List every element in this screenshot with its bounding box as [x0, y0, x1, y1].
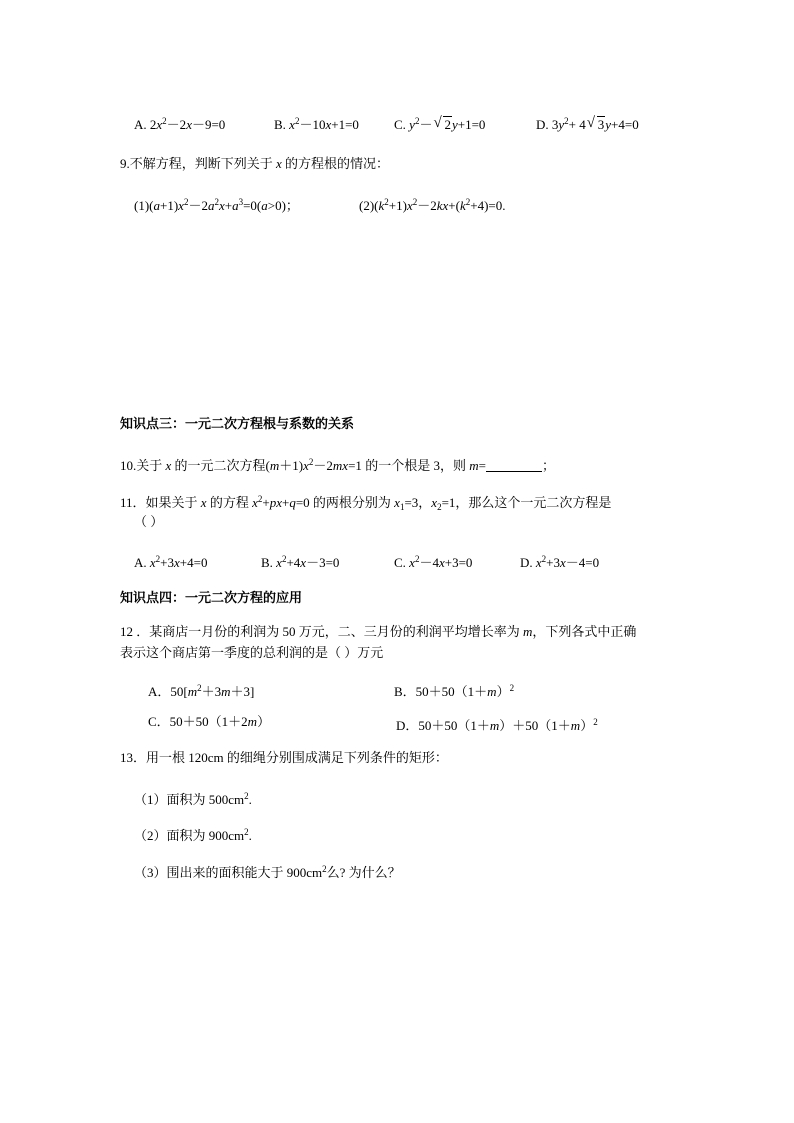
section4-title: 知识点四：一元二次方程的应用: [120, 590, 303, 605]
q11-option-a: A. $x^2+3x+4=0$: [134, 554, 208, 570]
q8-option-c: C. $y^2-√$ 2y+1=0: [394, 111, 485, 135]
q11-option-d: D. $x^2+3x-4=0$: [520, 554, 600, 570]
q9-part-1: $(1)(a+1)x^2-2a^2x+a^3=0(a>0)$；: [134, 197, 299, 213]
q12-line1: 12 ．某商店一月份的利润为 50 万元，二、三月份的利润平均增长率为 m，下列各式中正确: [120, 624, 637, 639]
q8-option-b: B. $x^2-10x+1=0$: [274, 116, 359, 132]
q12-option-a: A．$50[m^2+3m+3]$: [148, 683, 255, 699]
q10: 10.关于 x 的一元二次方程$(m+1)x^2-2mx=1$ 的一个根是 3，则 m= ；: [120, 457, 555, 473]
q9-part-2: $(2)(k^2+1)x^2-2kx+(k^2+4)=0$.: [359, 197, 506, 213]
q12-option-b: B．$50+50(1+m)^2$: [394, 683, 515, 699]
q13-part-2: （2）面积为 $900cm^2$.: [134, 827, 252, 843]
q11-stem: 11．如果关于 x 的方程 $x^2+px+q=0$ 的两根分别为 $x_1=3$，$x_2=1$，那么这个一元二次方程是: [120, 494, 612, 512]
q11-option-b: B. $x^2+4x-3=0$: [261, 554, 340, 570]
q12-option-d: D．$50+50(1+m)+50(1+m)^2$: [396, 717, 598, 733]
q11-paren: （ ）: [134, 514, 164, 529]
q13-part-3: （3）围出来的面积能大于 $900cm^2$么? 为什么？: [134, 864, 401, 880]
q8-option-a: A. $2x^2-2x-9=0$: [134, 116, 226, 132]
q9-stem: 9.不解方程，判断下列关于 x 的方程根的情况：: [120, 156, 390, 171]
q12-line2: 表示这个商店第一季度的总利润的是（ ）万元: [120, 645, 384, 660]
q8-option-d: D. $3y^2+ 4√$ 3y+4=0: [536, 111, 639, 135]
q10-answer-blank[interactable]: [486, 459, 542, 472]
q13-part-1: （1）面积为 $500cm^2$.: [134, 791, 252, 807]
q13-stem: 13．用一根 120cm 的细绳分别围成满足下列条件的矩形：: [120, 750, 448, 765]
q12-option-c: C．50＋50（1＋2m）: [148, 714, 271, 729]
section3-title: 知识点三：一元二次方程根与系数的关系: [120, 416, 355, 431]
q11-option-c: C. $x^2-4x+3=0$: [394, 554, 473, 570]
